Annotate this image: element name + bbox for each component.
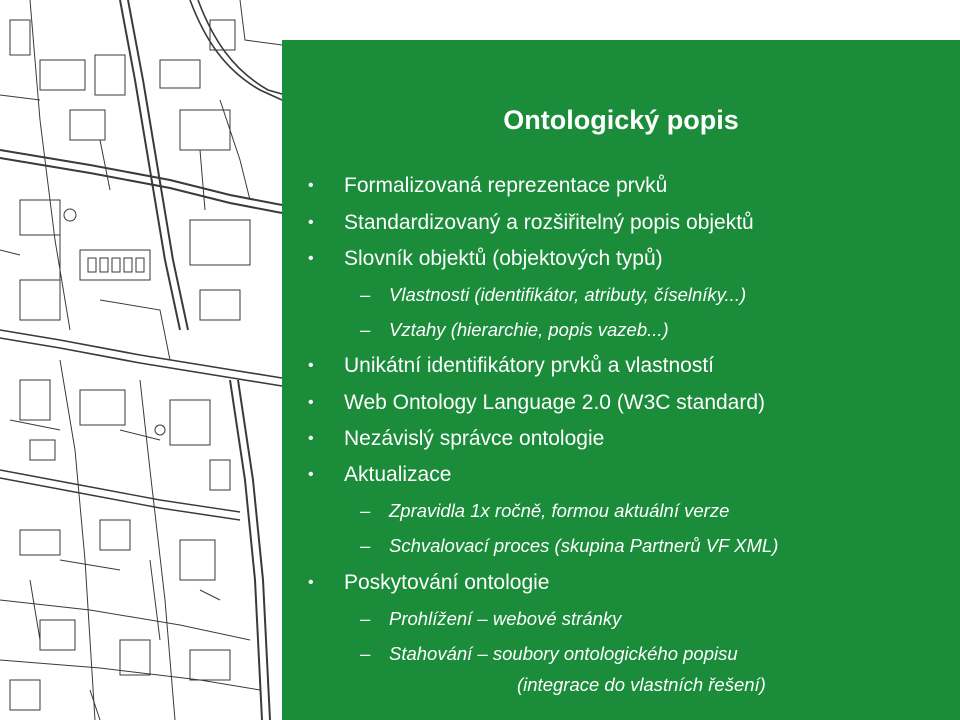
bullet-text: Web Ontology Language 2.0 (W3C standard) [344, 391, 766, 414]
dash-glyph: – [360, 284, 371, 305]
sub-item [360, 534, 779, 558]
sub-item-text: Vlastnosti (identifikátor, atributy, číselníky...) [389, 284, 747, 305]
bullet-item [308, 173, 668, 199]
sub-item-text: Schvalovací proces (skupina Partnerů VF XML) [389, 535, 779, 556]
bullet-glyph: • [308, 214, 314, 231]
sub-item-continuation: (integrace do vlastních řešení) [517, 674, 766, 695]
bullet-glyph: • [308, 430, 314, 447]
bullet-item [308, 210, 754, 236]
bullet-glyph: • [308, 357, 314, 374]
sub-item [360, 318, 669, 342]
bullet-text: Unikátní identifikátory prvků a vlastností [344, 354, 715, 377]
bullet-text: Slovník objektů (objektových typů) [344, 247, 663, 270]
bullet-glyph: • [308, 250, 314, 267]
content-panel [282, 40, 960, 720]
bullet-item [308, 390, 766, 416]
dash-glyph: – [360, 608, 371, 629]
dash-glyph: – [360, 319, 371, 340]
bullet-item [308, 353, 715, 379]
bullet-item [308, 570, 550, 596]
bullet-text: Poskytování ontologie [344, 571, 550, 594]
sub-item-text: Stahování – soubory ontologického popisu [389, 643, 738, 664]
sub-item [360, 642, 738, 666]
sub-item-text: Zpravidla 1x ročně, formou aktuální verze [389, 500, 730, 521]
slide-title: Ontologický popis [503, 105, 739, 135]
bullet-text: Aktualizace [344, 463, 452, 486]
dash-glyph: – [360, 535, 371, 556]
bullet-glyph: • [308, 394, 314, 411]
dash-glyph: – [360, 500, 371, 521]
bullet-item [308, 426, 605, 452]
sub-item [360, 607, 622, 631]
sub-item-text: Prohlížení – webové stránky [389, 608, 622, 629]
bullet-text: Standardizovaný a rozšiřitelný popis objektů [344, 211, 754, 234]
bullet-glyph: • [308, 177, 314, 194]
dash-glyph: – [360, 643, 371, 664]
bullet-glyph: • [308, 574, 314, 591]
sub-item [360, 499, 730, 523]
bullet-text: Formalizovaná reprezentace prvků [344, 174, 668, 197]
bullet-glyph: • [308, 466, 314, 483]
bullet-text: Nezávislý správce ontologie [344, 427, 605, 450]
sub-item-text: Vztahy (hierarchie, popis vazeb...) [389, 319, 669, 340]
bullet-item [308, 246, 663, 272]
sub-item [360, 283, 747, 307]
bullet-item [308, 462, 452, 488]
